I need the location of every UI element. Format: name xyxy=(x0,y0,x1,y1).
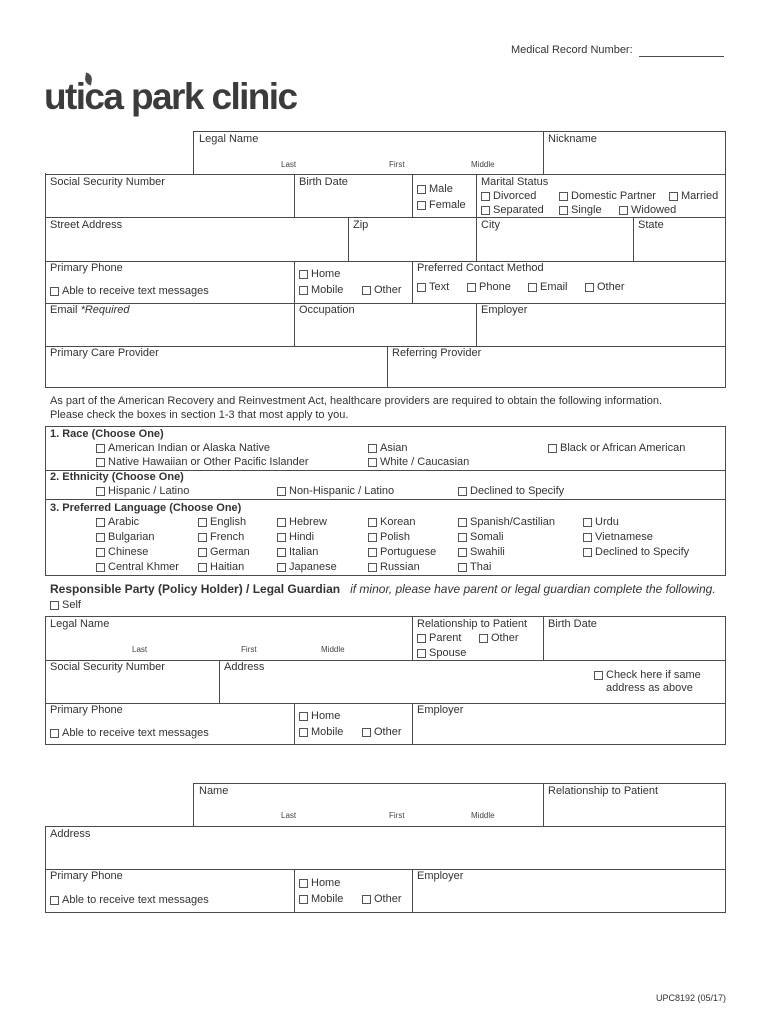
checkbox-icon xyxy=(277,563,286,572)
ec-sub-last: Last xyxy=(281,811,297,820)
language-option-checkbox[interactable]: Haitian xyxy=(198,561,244,574)
rp-other-checkbox[interactable]: Other xyxy=(479,632,519,645)
race-black-checkbox[interactable]: Black or African American xyxy=(548,442,685,455)
marital-divorced-checkbox[interactable]: Divorced xyxy=(481,190,536,203)
checkbox-icon xyxy=(583,518,592,527)
sub-last: Last xyxy=(281,160,297,169)
legal-name-label: Legal Name xyxy=(199,133,259,145)
checkbox-icon xyxy=(50,287,59,296)
employer-label: Employer xyxy=(481,304,528,316)
ethnicity-hispanic-checkbox[interactable]: Hispanic / Latino xyxy=(96,485,189,498)
ssn-label: Social Security Number xyxy=(50,176,165,188)
checkbox-icon xyxy=(417,201,426,210)
checkbox-icon xyxy=(458,563,467,572)
ethnicity-title: 2. Ethnicity (Choose One) xyxy=(50,471,184,483)
checkbox-icon xyxy=(96,487,105,496)
language-option-checkbox[interactable]: Chinese xyxy=(96,546,148,559)
ec-sub-first: First xyxy=(389,811,405,820)
checkbox-icon xyxy=(96,458,105,467)
language-option-checkbox[interactable]: Central Khmer xyxy=(96,561,179,574)
checkbox-icon xyxy=(417,634,426,643)
ec-primary-phone-label: Primary Phone xyxy=(50,870,123,882)
checkbox-icon xyxy=(50,601,59,610)
checkbox-icon xyxy=(277,533,286,542)
language-option-checkbox[interactable]: Italian xyxy=(277,546,318,559)
checkbox-icon xyxy=(299,879,308,888)
language-option-checkbox[interactable]: Japanese xyxy=(277,561,337,574)
arra-intro-line1: As part of the American Recovery and Reinvestment Act, healthcare providers are required to obtain the following information. xyxy=(50,395,663,407)
state-label: State xyxy=(638,219,664,231)
email-label: Email *Required xyxy=(50,304,130,316)
checkbox-icon xyxy=(417,283,426,292)
mrn-label: Medical Record Number: xyxy=(511,44,633,56)
checkbox-icon xyxy=(96,518,105,527)
checkbox-icon xyxy=(368,563,377,572)
ec-relationship-label: Relationship to Patient xyxy=(548,785,659,797)
checkbox-icon xyxy=(467,283,476,292)
rp-sub-first: First xyxy=(241,645,257,654)
checkbox-icon xyxy=(458,487,467,496)
marital-status-label: Marital Status xyxy=(481,176,549,188)
language-option-checkbox[interactable]: Polish xyxy=(368,531,410,544)
nickname-label: Nickname xyxy=(548,133,597,145)
ec-name-label: Name xyxy=(199,785,229,797)
contact-email-checkbox[interactable]: Email xyxy=(528,281,568,294)
rp-same-address-line2: address as above xyxy=(606,682,693,694)
marital-single-checkbox[interactable]: Single xyxy=(559,204,602,217)
rp-birth-date-label: Birth Date xyxy=(548,618,597,630)
race-pacific-islander-checkbox[interactable]: Native Hawaiian or Other Pacific Islander xyxy=(96,456,309,469)
checkbox-icon xyxy=(299,712,308,721)
pcp-label: Primary Care Provider xyxy=(50,347,159,359)
zip-label: Zip xyxy=(353,219,369,231)
language-option-checkbox[interactable]: French xyxy=(198,531,244,544)
checkbox-icon xyxy=(458,548,467,557)
rp-parent-checkbox[interactable]: Parent xyxy=(417,632,461,645)
rp-primary-phone-label: Primary Phone xyxy=(50,704,123,716)
checkbox-icon xyxy=(277,518,286,527)
checkbox-icon xyxy=(481,192,490,201)
rp-address-label: Address xyxy=(224,661,265,673)
ec-text-ok-checkbox[interactable]: Able to receive text messages xyxy=(50,894,209,907)
sex-male-checkbox[interactable]: Male xyxy=(417,183,453,196)
phone-other-checkbox[interactable]: Other xyxy=(362,284,402,297)
checkbox-icon xyxy=(417,649,426,658)
birth-date-label: Birth Date xyxy=(299,176,348,188)
checkbox-icon xyxy=(479,634,488,643)
language-option-checkbox[interactable]: Vietnamese xyxy=(583,531,653,544)
language-option-checkbox[interactable]: Portuguese xyxy=(368,546,436,559)
checkbox-icon xyxy=(198,518,207,527)
rp-sub-last: Last xyxy=(132,645,148,654)
checkbox-icon xyxy=(368,444,377,453)
contact-method-label: Preferred Contact Method xyxy=(417,262,544,274)
checkbox-icon xyxy=(96,548,105,557)
checkbox-icon xyxy=(299,286,308,295)
checkbox-icon xyxy=(96,533,105,542)
rp-text-ok-checkbox[interactable]: Able to receive text messages xyxy=(50,727,209,740)
ec-address-label: Address xyxy=(50,828,91,840)
checkbox-icon xyxy=(583,548,592,557)
checkbox-icon xyxy=(458,518,467,527)
language-option-checkbox[interactable]: Urdu xyxy=(583,516,619,529)
checkbox-icon xyxy=(198,548,207,557)
ec-sub-middle: Middle xyxy=(471,811,495,820)
rp-legal-name-label: Legal Name xyxy=(50,618,110,630)
checkbox-icon xyxy=(669,192,678,201)
checkbox-icon xyxy=(368,548,377,557)
checkbox-icon xyxy=(299,895,308,904)
race-american-indian-checkbox[interactable]: American Indian or Alaska Native xyxy=(96,442,270,455)
mrn-input-line[interactable] xyxy=(639,56,724,57)
language-option-checkbox[interactable]: German xyxy=(198,546,250,559)
checkbox-icon xyxy=(277,548,286,557)
race-asian-checkbox[interactable]: Asian xyxy=(368,442,408,455)
checkbox-icon xyxy=(96,563,105,572)
checkbox-icon xyxy=(368,518,377,527)
clinic-logo: utica park clinic xyxy=(44,76,297,117)
checkbox-icon xyxy=(299,270,308,279)
language-option-checkbox[interactable]: Russian xyxy=(368,561,420,574)
responsible-self-checkbox[interactable]: Self xyxy=(50,599,81,612)
checkbox-icon xyxy=(528,283,537,292)
contact-text-checkbox[interactable]: Text xyxy=(417,281,449,294)
ec-phone-home-checkbox[interactable]: Home xyxy=(299,877,340,890)
arra-intro-line2: Please check the boxes in section 1-3 that most apply to you. xyxy=(50,409,349,421)
checkbox-icon xyxy=(362,728,371,737)
checkbox-icon xyxy=(548,444,557,453)
occupation-label: Occupation xyxy=(299,304,355,316)
checkbox-icon xyxy=(362,286,371,295)
language-option-checkbox[interactable]: Spanish/Castilian xyxy=(458,516,555,529)
form-code: UPC8192 (05/17) xyxy=(656,993,727,1003)
rp-phone-home-checkbox[interactable]: Home xyxy=(299,710,340,723)
checkbox-icon xyxy=(585,283,594,292)
race-title: 1. Race (Choose One) xyxy=(50,428,164,440)
ethnicity-non-hispanic-checkbox[interactable]: Non-Hispanic / Latino xyxy=(277,485,394,498)
ethnicity-declined-checkbox[interactable]: Declined to Specify xyxy=(458,485,564,498)
phone-home-checkbox[interactable]: Home xyxy=(299,268,340,281)
checkbox-icon xyxy=(417,185,426,194)
ec-employer-label: Employer xyxy=(417,870,464,882)
responsible-party-heading: Responsible Party (Policy Holder) / Legal Guardian if minor, please have parent or legal guardian complete the following. xyxy=(50,582,716,596)
checkbox-icon xyxy=(458,533,467,542)
checkbox-icon xyxy=(299,728,308,737)
language-option-checkbox[interactable]: Swahili xyxy=(458,546,505,559)
rp-phone-other-checkbox[interactable]: Other xyxy=(362,726,402,739)
checkbox-icon xyxy=(368,458,377,467)
rp-ssn-label: Social Security Number xyxy=(50,661,165,673)
language-option-checkbox[interactable]: Arabic xyxy=(96,516,139,529)
language-option-checkbox[interactable]: Declined to Specify xyxy=(583,546,689,559)
checkbox-icon xyxy=(50,896,59,905)
checkbox-icon xyxy=(96,444,105,453)
checkbox-icon xyxy=(583,533,592,542)
marital-separated-checkbox[interactable]: Separated xyxy=(481,204,544,217)
checkbox-icon xyxy=(481,206,490,215)
checkbox-icon xyxy=(277,487,286,496)
city-label: City xyxy=(481,219,500,231)
checkbox-icon xyxy=(559,192,568,201)
checkbox-icon xyxy=(619,206,628,215)
checkbox-icon xyxy=(594,671,603,680)
primary-phone-label: Primary Phone xyxy=(50,262,123,274)
phone-mobile-checkbox[interactable]: Mobile xyxy=(299,284,343,297)
checkbox-icon xyxy=(198,563,207,572)
checkbox-icon xyxy=(50,729,59,738)
contact-other-checkbox[interactable]: Other xyxy=(585,281,625,294)
checkbox-icon xyxy=(368,533,377,542)
rp-phone-mobile-checkbox[interactable]: Mobile xyxy=(299,726,343,739)
checkbox-icon xyxy=(198,533,207,542)
ec-phone-other-checkbox[interactable]: Other xyxy=(362,893,402,906)
marital-widowed-checkbox[interactable]: Widowed xyxy=(619,204,676,217)
sub-middle: Middle xyxy=(471,160,495,169)
sub-first: First xyxy=(389,160,405,169)
language-option-checkbox[interactable]: English xyxy=(198,516,246,529)
language-option-checkbox[interactable]: Thai xyxy=(458,561,491,574)
language-title: 3. Preferred Language (Choose One) xyxy=(50,502,242,514)
rp-relationship-label: Relationship to Patient xyxy=(417,618,528,630)
referring-provider-label: Referring Provider xyxy=(392,347,482,359)
race-white-checkbox[interactable]: White / Caucasian xyxy=(368,456,469,469)
ec-phone-mobile-checkbox[interactable]: Mobile xyxy=(299,893,343,906)
language-option-checkbox[interactable]: Somali xyxy=(458,531,504,544)
rp-spouse-checkbox[interactable]: Spouse xyxy=(417,647,466,660)
street-address-label: Street Address xyxy=(50,219,123,231)
marital-domestic-partner-checkbox[interactable]: Domestic Partner xyxy=(559,190,656,203)
text-ok-checkbox[interactable]: Able to receive text messages xyxy=(50,285,209,298)
rp-sub-middle: Middle xyxy=(321,645,345,654)
checkbox-icon xyxy=(362,895,371,904)
language-option-checkbox[interactable]: Hindi xyxy=(277,531,314,544)
rp-employer-label: Employer xyxy=(417,704,464,716)
checkbox-icon xyxy=(559,206,568,215)
language-option-checkbox[interactable]: Korean xyxy=(368,516,415,529)
language-option-checkbox[interactable]: Bulgarian xyxy=(96,531,154,544)
marital-married-checkbox[interactable]: Married xyxy=(669,190,718,203)
contact-phone-checkbox[interactable]: Phone xyxy=(467,281,511,294)
language-option-checkbox[interactable]: Hebrew xyxy=(277,516,327,529)
sex-female-checkbox[interactable]: Female xyxy=(417,199,466,212)
rp-same-address-checkbox[interactable]: Check here if same xyxy=(594,669,701,682)
